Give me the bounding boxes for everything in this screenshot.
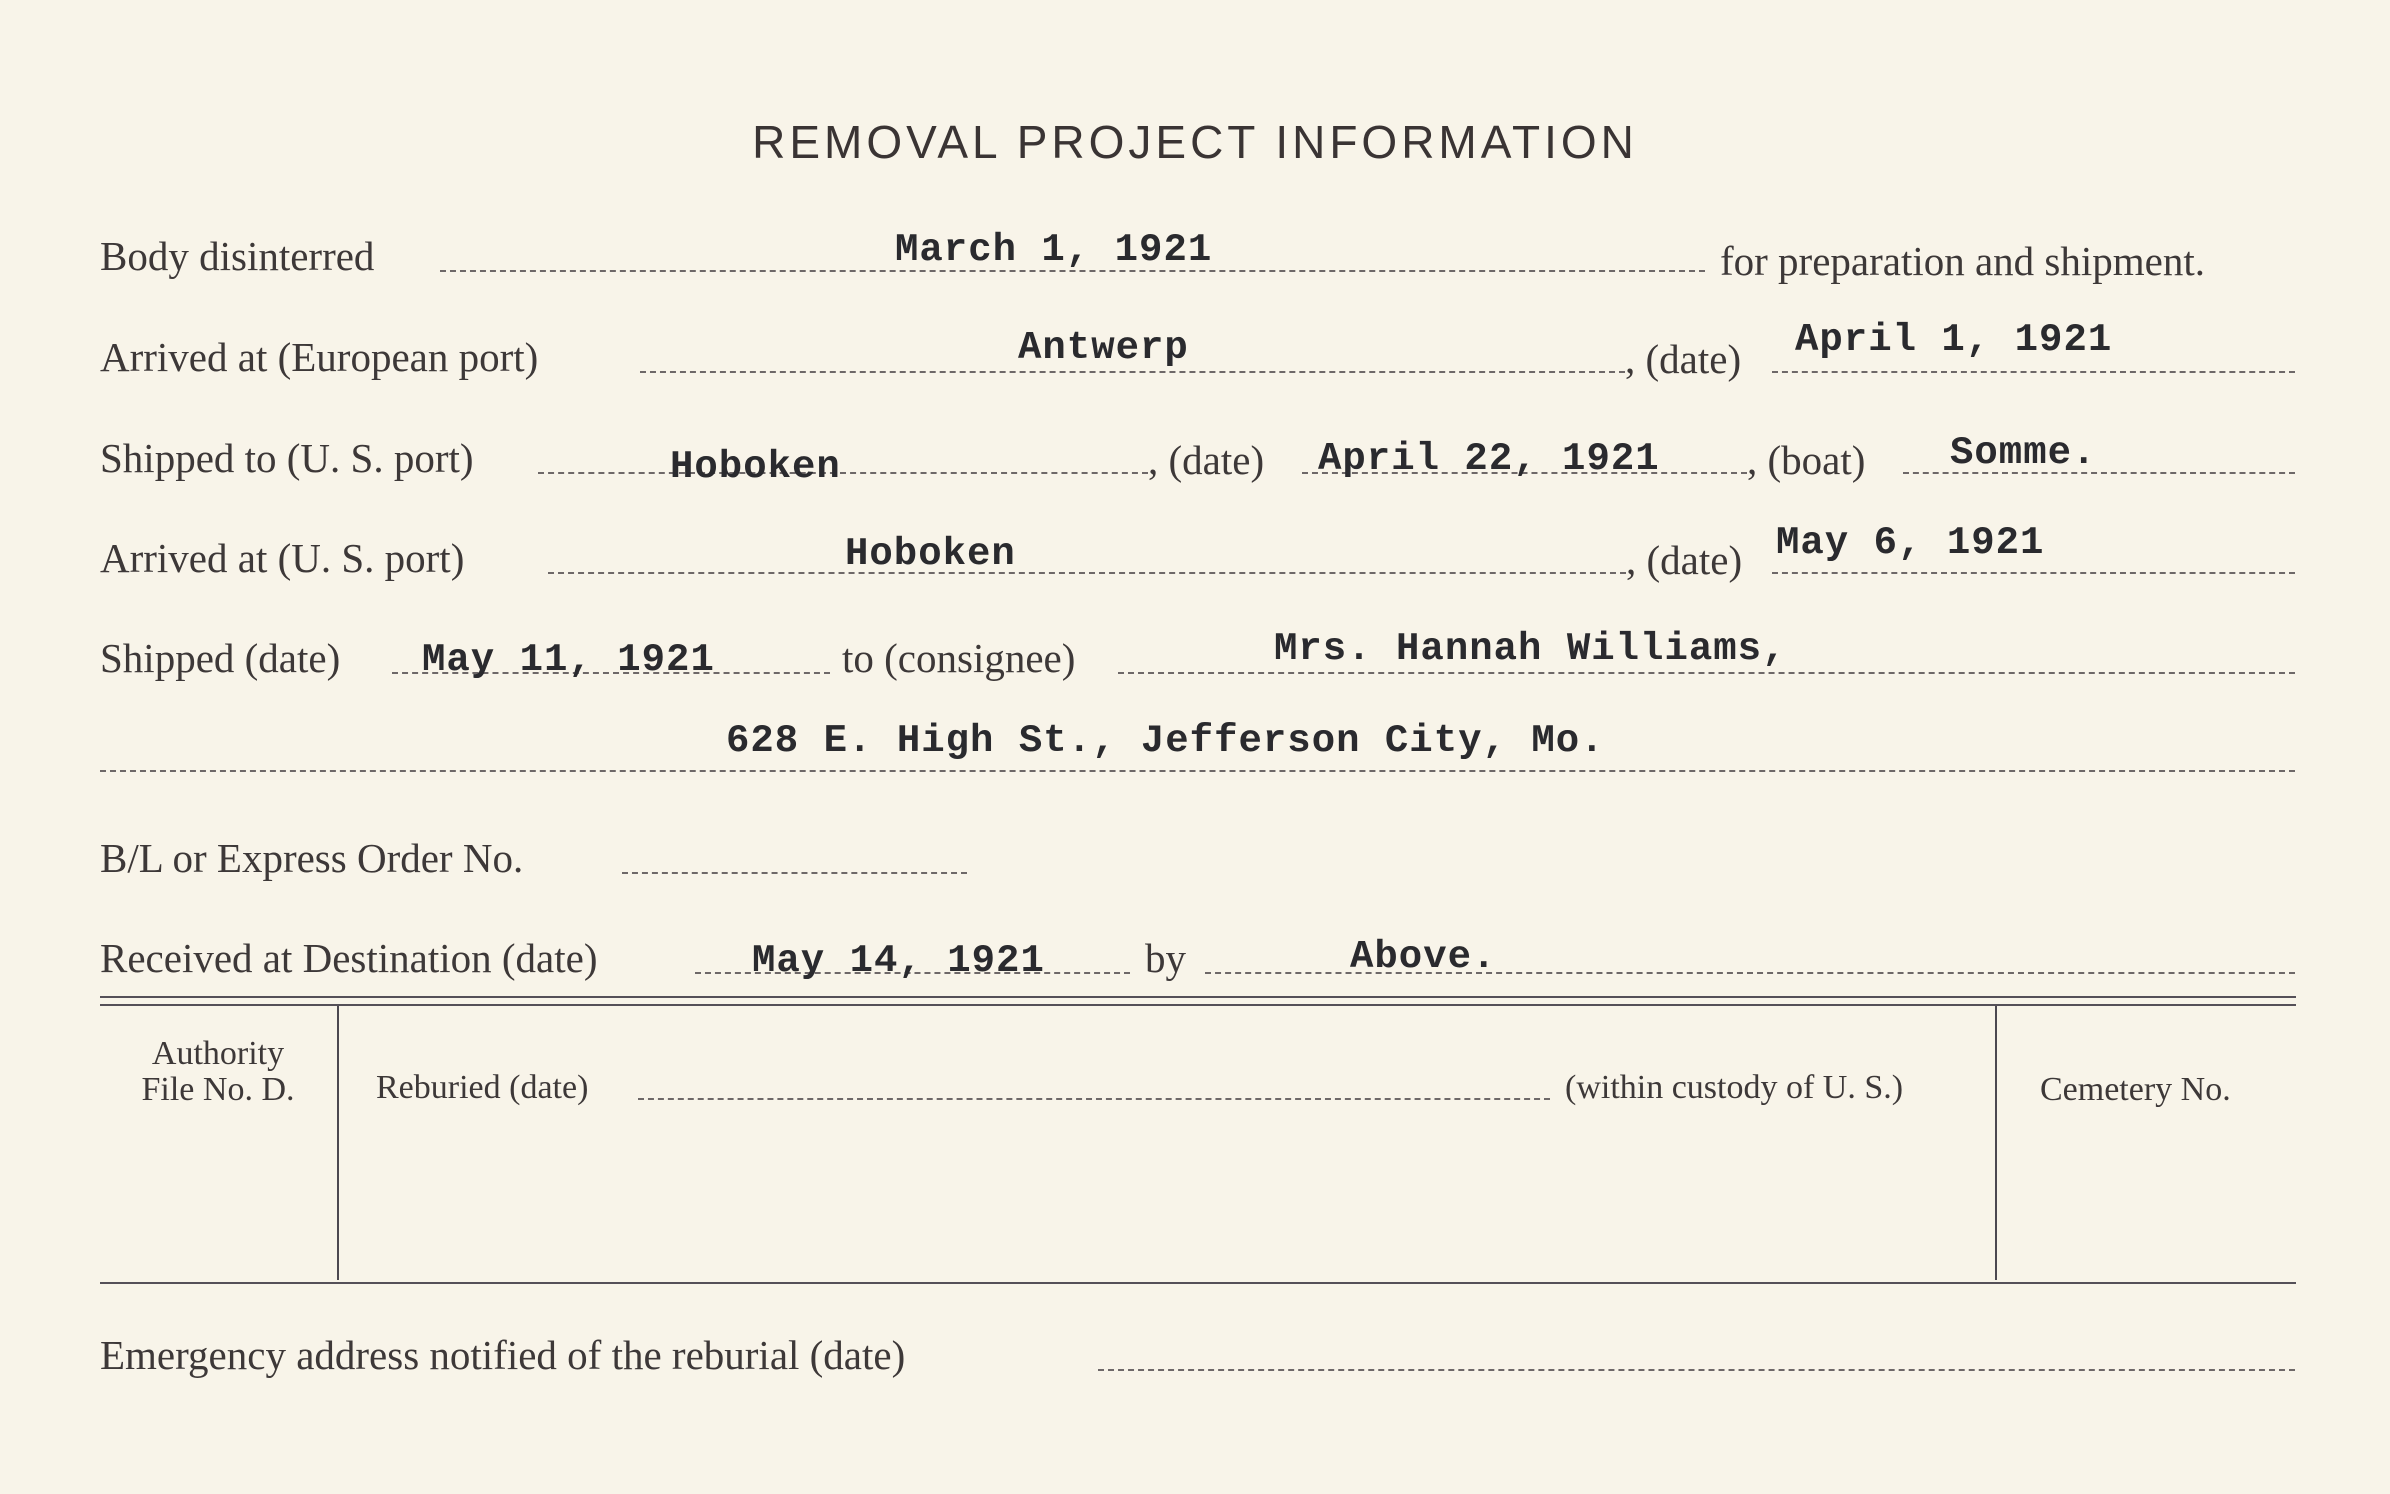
- address-line: [100, 770, 2295, 772]
- received-by-value: Above.: [1350, 935, 1497, 979]
- arrived-us-label: Arrived at (U. S. port): [100, 535, 465, 581]
- received-date-value: May 14, 1921: [752, 939, 1045, 983]
- arrived-european-date-line: [1772, 371, 2295, 373]
- shipped-date-value: May 11, 1921: [422, 638, 715, 682]
- order-line: [622, 872, 967, 874]
- arrived-european-label: Arrived at (European port): [100, 334, 539, 380]
- received-by-label: by: [1145, 935, 1186, 981]
- reburied-label: Reburied (date): [376, 1069, 589, 1106]
- shipped-us-date-value: April 22, 1921: [1318, 437, 1660, 481]
- authority-label-line2: File No. D.: [141, 1070, 295, 1108]
- arrived-european-date-value: April 1, 1921: [1795, 318, 2113, 362]
- arrived-european-date-label: , (date): [1625, 336, 1742, 382]
- arrived-us-line: [548, 572, 1626, 574]
- table-divider-right: [1995, 1006, 1997, 1280]
- shipped-us-label: Shipped to (U. S. port): [100, 435, 474, 481]
- table-top-rule-1: [100, 996, 2296, 998]
- disinterred-label: Body disinterred: [100, 233, 375, 279]
- authority-label-line1: Authority: [151, 1035, 285, 1072]
- shipped-date-label: Shipped (date): [100, 635, 341, 681]
- disinterred-date-value: March 1, 1921: [895, 228, 1213, 272]
- received-label: Received at Destination (date): [100, 935, 598, 981]
- card-title-text: REMOVAL PROJECT INFORMATION: [752, 116, 1638, 168]
- disinterred-suffix: for preparation and shipment.: [1720, 238, 2206, 284]
- arrived-us-date-value: May 6, 1921: [1776, 521, 2045, 565]
- custody-label: (within custody of U. S.): [1565, 1069, 1904, 1106]
- consignee-label: to (consignee): [842, 635, 1076, 681]
- order-label: B/L or Express Order No.: [100, 835, 524, 881]
- arrived-us-port-value: Hoboken: [845, 532, 1016, 576]
- consignee-value: Mrs. Hannah Williams,: [1274, 627, 1787, 671]
- arrived-us-date-label: , (date): [1626, 537, 1743, 583]
- emergency-label: Emergency address notified of the reburial (date): [100, 1332, 906, 1378]
- card-title: [0, 115, 2390, 169]
- shipped-us-boat-label: , (boat): [1747, 437, 1866, 483]
- emergency-line: [1098, 1369, 2295, 1371]
- arrived-us-date-line: [1772, 572, 2295, 574]
- arrived-european-line: [640, 371, 1625, 373]
- shipped-us-port-value: Hoboken: [670, 445, 841, 489]
- shipped-us-date-label: , (date): [1148, 437, 1265, 483]
- reburied-line: [638, 1098, 1550, 1100]
- table-top-rule-2: [100, 1004, 2296, 1006]
- arrived-european-port-value: Antwerp: [1018, 326, 1189, 370]
- consignee-line: [1118, 672, 2295, 674]
- table-divider-left: [337, 1006, 339, 1280]
- table-bottom-rule: [100, 1282, 2296, 1284]
- cemetery-label: Cemetery No.: [2040, 1071, 2231, 1108]
- address-value: 628 E. High St., Jefferson City, Mo.: [726, 719, 1605, 763]
- shipped-us-line: [538, 472, 1148, 474]
- authority-file-label: [100, 1036, 336, 1107]
- shipped-us-boat-value: Somme.: [1950, 431, 2097, 475]
